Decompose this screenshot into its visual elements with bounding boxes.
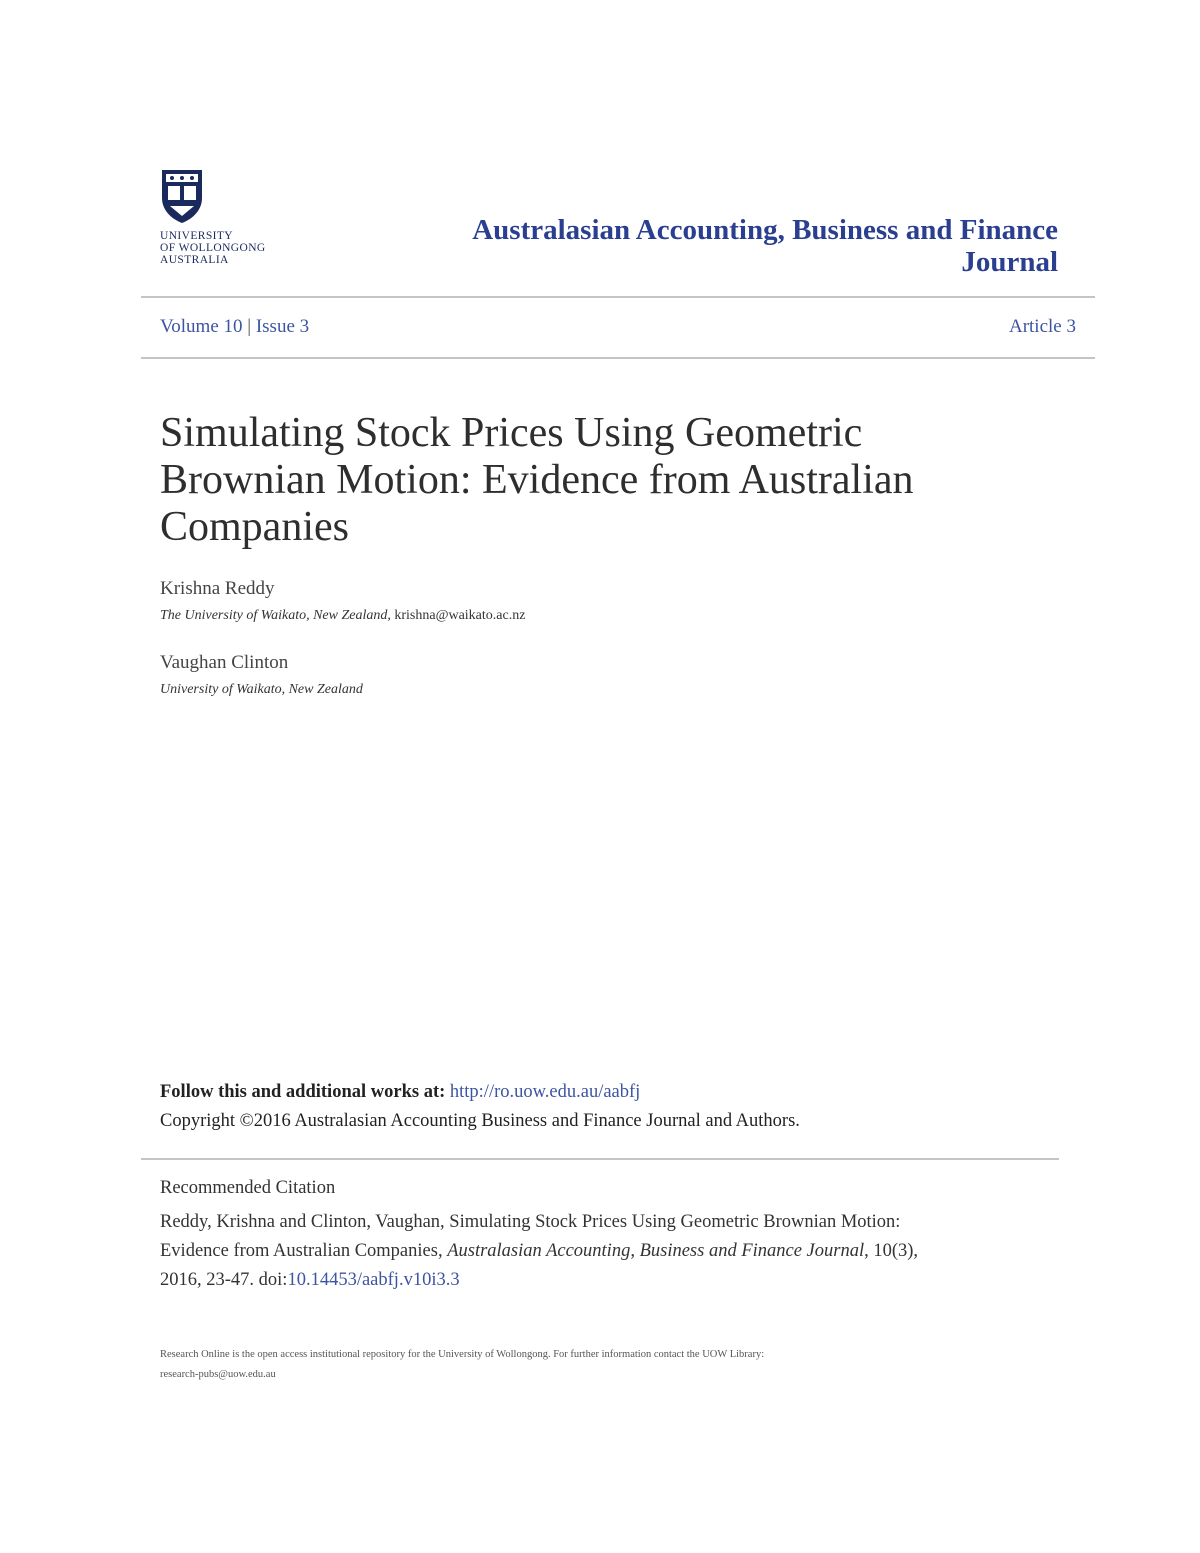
article-link[interactable]: Article 3 bbox=[1008, 316, 1076, 337]
citation-part: 2016, 23-47. doi: bbox=[160, 1270, 288, 1290]
institution-line: OF WOLLONGONG bbox=[160, 242, 266, 254]
affiliation-text: The University of Waikato, New Zealand bbox=[160, 608, 388, 623]
issue-link[interactable]: Issue 3 bbox=[255, 316, 310, 337]
journal-title[interactable] bbox=[338, 214, 1058, 278]
citation-part: , 10(3), bbox=[864, 1241, 919, 1261]
institution-name bbox=[160, 230, 300, 266]
follow-label: Follow this and additional works at: bbox=[160, 1082, 450, 1102]
volume-link[interactable]: Volume 10 bbox=[160, 316, 243, 337]
title-line: Companies bbox=[160, 504, 349, 550]
citation-part: Reddy, Krishna and Clinton, Vaughan, Simulating Stock Prices Using Geometric Brownian Motion: bbox=[160, 1212, 901, 1232]
repository-footer bbox=[160, 1345, 1040, 1385]
journal-title-line: Australasian Accounting, Business and Finance bbox=[472, 214, 1058, 246]
doi-link[interactable]: 10.14453/aabfj.v10i3.3 bbox=[287, 1270, 460, 1290]
crest-icon bbox=[160, 168, 204, 224]
author-email[interactable]: krishna@waikato.ac.nz bbox=[394, 608, 526, 623]
footer-line: Research Online is the open access institutional repository for the University of Wollongong. For further information contact the UOW Library: bbox=[160, 1349, 765, 1360]
institution-line: UNIVERSITY bbox=[160, 230, 233, 242]
volume-issue bbox=[160, 316, 309, 338]
citation-text bbox=[160, 1208, 1060, 1295]
header-divider-bottom bbox=[141, 357, 1095, 359]
repository-link[interactable]: http://ro.uow.edu.au/aabfj bbox=[449, 1082, 641, 1102]
title-line: Brownian Motion: Evidence from Australian bbox=[160, 457, 914, 503]
citation-journal: Australasian Accounting, Business and Finance Journal bbox=[447, 1241, 865, 1261]
author-name[interactable]: Vaughan Clinton bbox=[160, 652, 289, 673]
copyright-notice: Copyright ©2016 Australasian Accounting Business and Finance Journal and Authors. bbox=[160, 1111, 800, 1131]
affiliation-text: University of Waikato, New Zealand bbox=[160, 682, 363, 697]
separator: | bbox=[242, 316, 256, 337]
journal-title-line: Journal bbox=[961, 246, 1058, 278]
citation-part: Evidence from Australian Companies, bbox=[160, 1241, 448, 1261]
citation-divider bbox=[141, 1158, 1059, 1160]
author-affiliation: The University of Waikato, New Zealand, krishna@waikato.ac.nz bbox=[160, 608, 526, 623]
footer-email[interactable]: research-pubs@uow.edu.au bbox=[160, 1369, 276, 1380]
institution-line: AUSTRALIA bbox=[160, 254, 229, 266]
header-divider bbox=[141, 296, 1095, 298]
follow-line bbox=[160, 1082, 640, 1103]
author-name[interactable]: Krishna Reddy bbox=[160, 578, 275, 599]
paper-title bbox=[160, 410, 1060, 551]
author-affiliation bbox=[160, 682, 363, 698]
citation-heading: Recommended Citation bbox=[160, 1178, 336, 1198]
university-logo bbox=[160, 168, 300, 266]
title-line: Simulating Stock Prices Using Geometric bbox=[160, 410, 863, 456]
